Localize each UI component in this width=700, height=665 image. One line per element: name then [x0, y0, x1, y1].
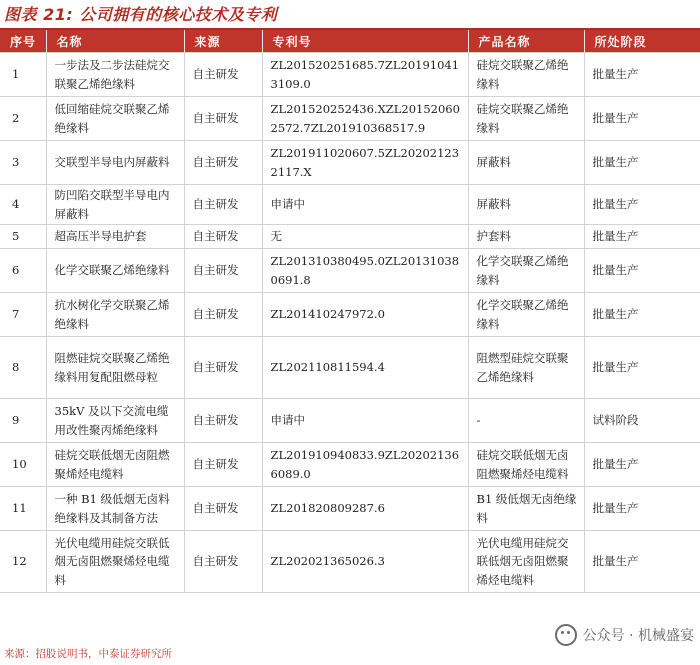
header-product: 产品名称	[468, 30, 584, 53]
cell-no: 8	[0, 337, 46, 399]
cell-stage: 批量生产	[584, 337, 700, 399]
cell-source: 自主研发	[184, 293, 262, 337]
cell-stage: 批量生产	[584, 487, 700, 531]
cell-source: 自主研发	[184, 53, 262, 97]
cell-stage: 批量生产	[584, 531, 700, 593]
cell-source: 自主研发	[184, 225, 262, 249]
cell-patent: ZL201310380495.0ZL201310380691.8	[262, 249, 468, 293]
cell-patent: 申请中	[262, 185, 468, 225]
cell-product: B1 级低烟无卤绝缘料	[468, 487, 584, 531]
cell-no: 11	[0, 487, 46, 531]
cell-stage: 批量生产	[584, 53, 700, 97]
cell-no: 9	[0, 399, 46, 443]
cell-product: 硅烷交联低烟无卤阻燃聚烯烃电缆料	[468, 443, 584, 487]
cell-patent: ZL202021365026.3	[262, 531, 468, 593]
cell-stage: 批量生产	[584, 141, 700, 185]
cell-product: 光伏电缆用硅烷交联低烟无卤阻燃聚烯烃电缆料	[468, 531, 584, 593]
cell-name: 阻燃硅烷交联聚乙烯绝缘料用复配阻燃母粒	[46, 337, 184, 399]
cell-product: 化学交联聚乙烯绝缘料	[468, 249, 584, 293]
table-row	[0, 53, 700, 97]
wechat-icon	[555, 624, 577, 646]
cell-no: 4	[0, 185, 46, 225]
cell-name: 硅烷交联低烟无卤阻燃聚烯烃电缆料	[46, 443, 184, 487]
cell-patent: ZL201910940833.9ZL202021366089.0	[262, 443, 468, 487]
cell-product: 阻燃型硅烷交联聚乙烯绝缘料	[468, 337, 584, 399]
cell-no: 10	[0, 443, 46, 487]
cell-source: 自主研发	[184, 443, 262, 487]
source-note: 来源：招股说明书，中泰证券研究所	[4, 648, 172, 660]
cell-stage: 批量生产	[584, 249, 700, 293]
table-header-row	[0, 30, 700, 53]
cell-patent: 申请中	[262, 399, 468, 443]
table-row	[0, 141, 700, 185]
header-stage: 所处阶段	[584, 30, 700, 53]
cell-no: 3	[0, 141, 46, 185]
cell-stage: 试料阶段	[584, 399, 700, 443]
cell-product: 屏蔽料	[468, 185, 584, 225]
cell-name: 交联型半导电内屏蔽料	[46, 141, 184, 185]
cell-name: 一步法及二步法硅烷交联聚乙烯绝缘料	[46, 53, 184, 97]
cell-stage: 批量生产	[584, 97, 700, 141]
header-no: 序号	[0, 30, 46, 53]
cell-patent: ZL201520251685.7ZL201910413109.0	[262, 53, 468, 97]
cell-patent: ZL202110811594.4	[262, 337, 468, 399]
watermark	[555, 620, 694, 650]
cell-name: 防凹陷交联型半导电内屏蔽料	[46, 185, 184, 225]
cell-stage: 批量生产	[584, 225, 700, 249]
table-row	[0, 399, 700, 443]
cell-source: 自主研发	[184, 141, 262, 185]
figure-title: 图表 21: 公司拥有的核心技术及专利	[4, 5, 278, 24]
cell-name: 光伏电缆用硅烷交联低烟无卤阻燃聚烯烃电缆料	[46, 531, 184, 593]
cell-stage: 批量生产	[584, 443, 700, 487]
cell-name: 一种 B1 级低烟无卤料绝缘料及其制备方法	[46, 487, 184, 531]
cell-product: -	[468, 399, 584, 443]
cell-stage: 批量生产	[584, 293, 700, 337]
cell-product: 屏蔽料	[468, 141, 584, 185]
cell-source: 自主研发	[184, 531, 262, 593]
table-row	[0, 487, 700, 531]
cell-stage: 批量生产	[584, 185, 700, 225]
cell-no: 6	[0, 249, 46, 293]
table-row	[0, 443, 700, 487]
cell-product: 硅烷交联聚乙烯绝缘料	[468, 97, 584, 141]
cell-patent: 无	[262, 225, 468, 249]
cell-name: 超高压半导电护套	[46, 225, 184, 249]
cell-patent: ZL201820809287.6	[262, 487, 468, 531]
table-row	[0, 293, 700, 337]
cell-name: 抗水树化学交联聚乙烯绝缘料	[46, 293, 184, 337]
header-source: 来源	[184, 30, 262, 53]
table-row	[0, 185, 700, 225]
cell-no: 1	[0, 53, 46, 97]
cell-source: 自主研发	[184, 97, 262, 141]
table-row	[0, 531, 700, 593]
cell-no: 12	[0, 531, 46, 593]
cell-source: 自主研发	[184, 399, 262, 443]
cell-source: 自主研发	[184, 337, 262, 399]
cell-name: 35kV 及以下交流电缆用改性聚丙烯绝缘料	[46, 399, 184, 443]
cell-name: 化学交联聚乙烯绝缘料	[46, 249, 184, 293]
header-patent: 专利号	[262, 30, 468, 53]
cell-source: 自主研发	[184, 185, 262, 225]
table-row	[0, 249, 700, 293]
cell-patent: ZL201520252436.XZL201520602572.7ZL201910368517.9	[262, 97, 468, 141]
cell-product: 护套料	[468, 225, 584, 249]
cell-no: 7	[0, 293, 46, 337]
header-name: 名称	[46, 30, 184, 53]
cell-name: 低回缩硅烷交联聚乙烯绝缘料	[46, 97, 184, 141]
cell-no: 5	[0, 225, 46, 249]
cell-product: 硅烷交联聚乙烯绝缘料	[468, 53, 584, 97]
cell-product: 化学交联聚乙烯绝缘料	[468, 293, 584, 337]
patent-table	[0, 30, 700, 593]
table-row	[0, 97, 700, 141]
cell-source: 自主研发	[184, 487, 262, 531]
cell-no: 2	[0, 97, 46, 141]
cell-patent: ZL201911020607.5ZL202021232117.X	[262, 141, 468, 185]
watermark-text: 公众号 · 机械盛宴	[582, 628, 694, 644]
cell-patent: ZL201410247972.0	[262, 293, 468, 337]
table-row	[0, 225, 700, 249]
table-row	[0, 337, 700, 399]
cell-source: 自主研发	[184, 249, 262, 293]
